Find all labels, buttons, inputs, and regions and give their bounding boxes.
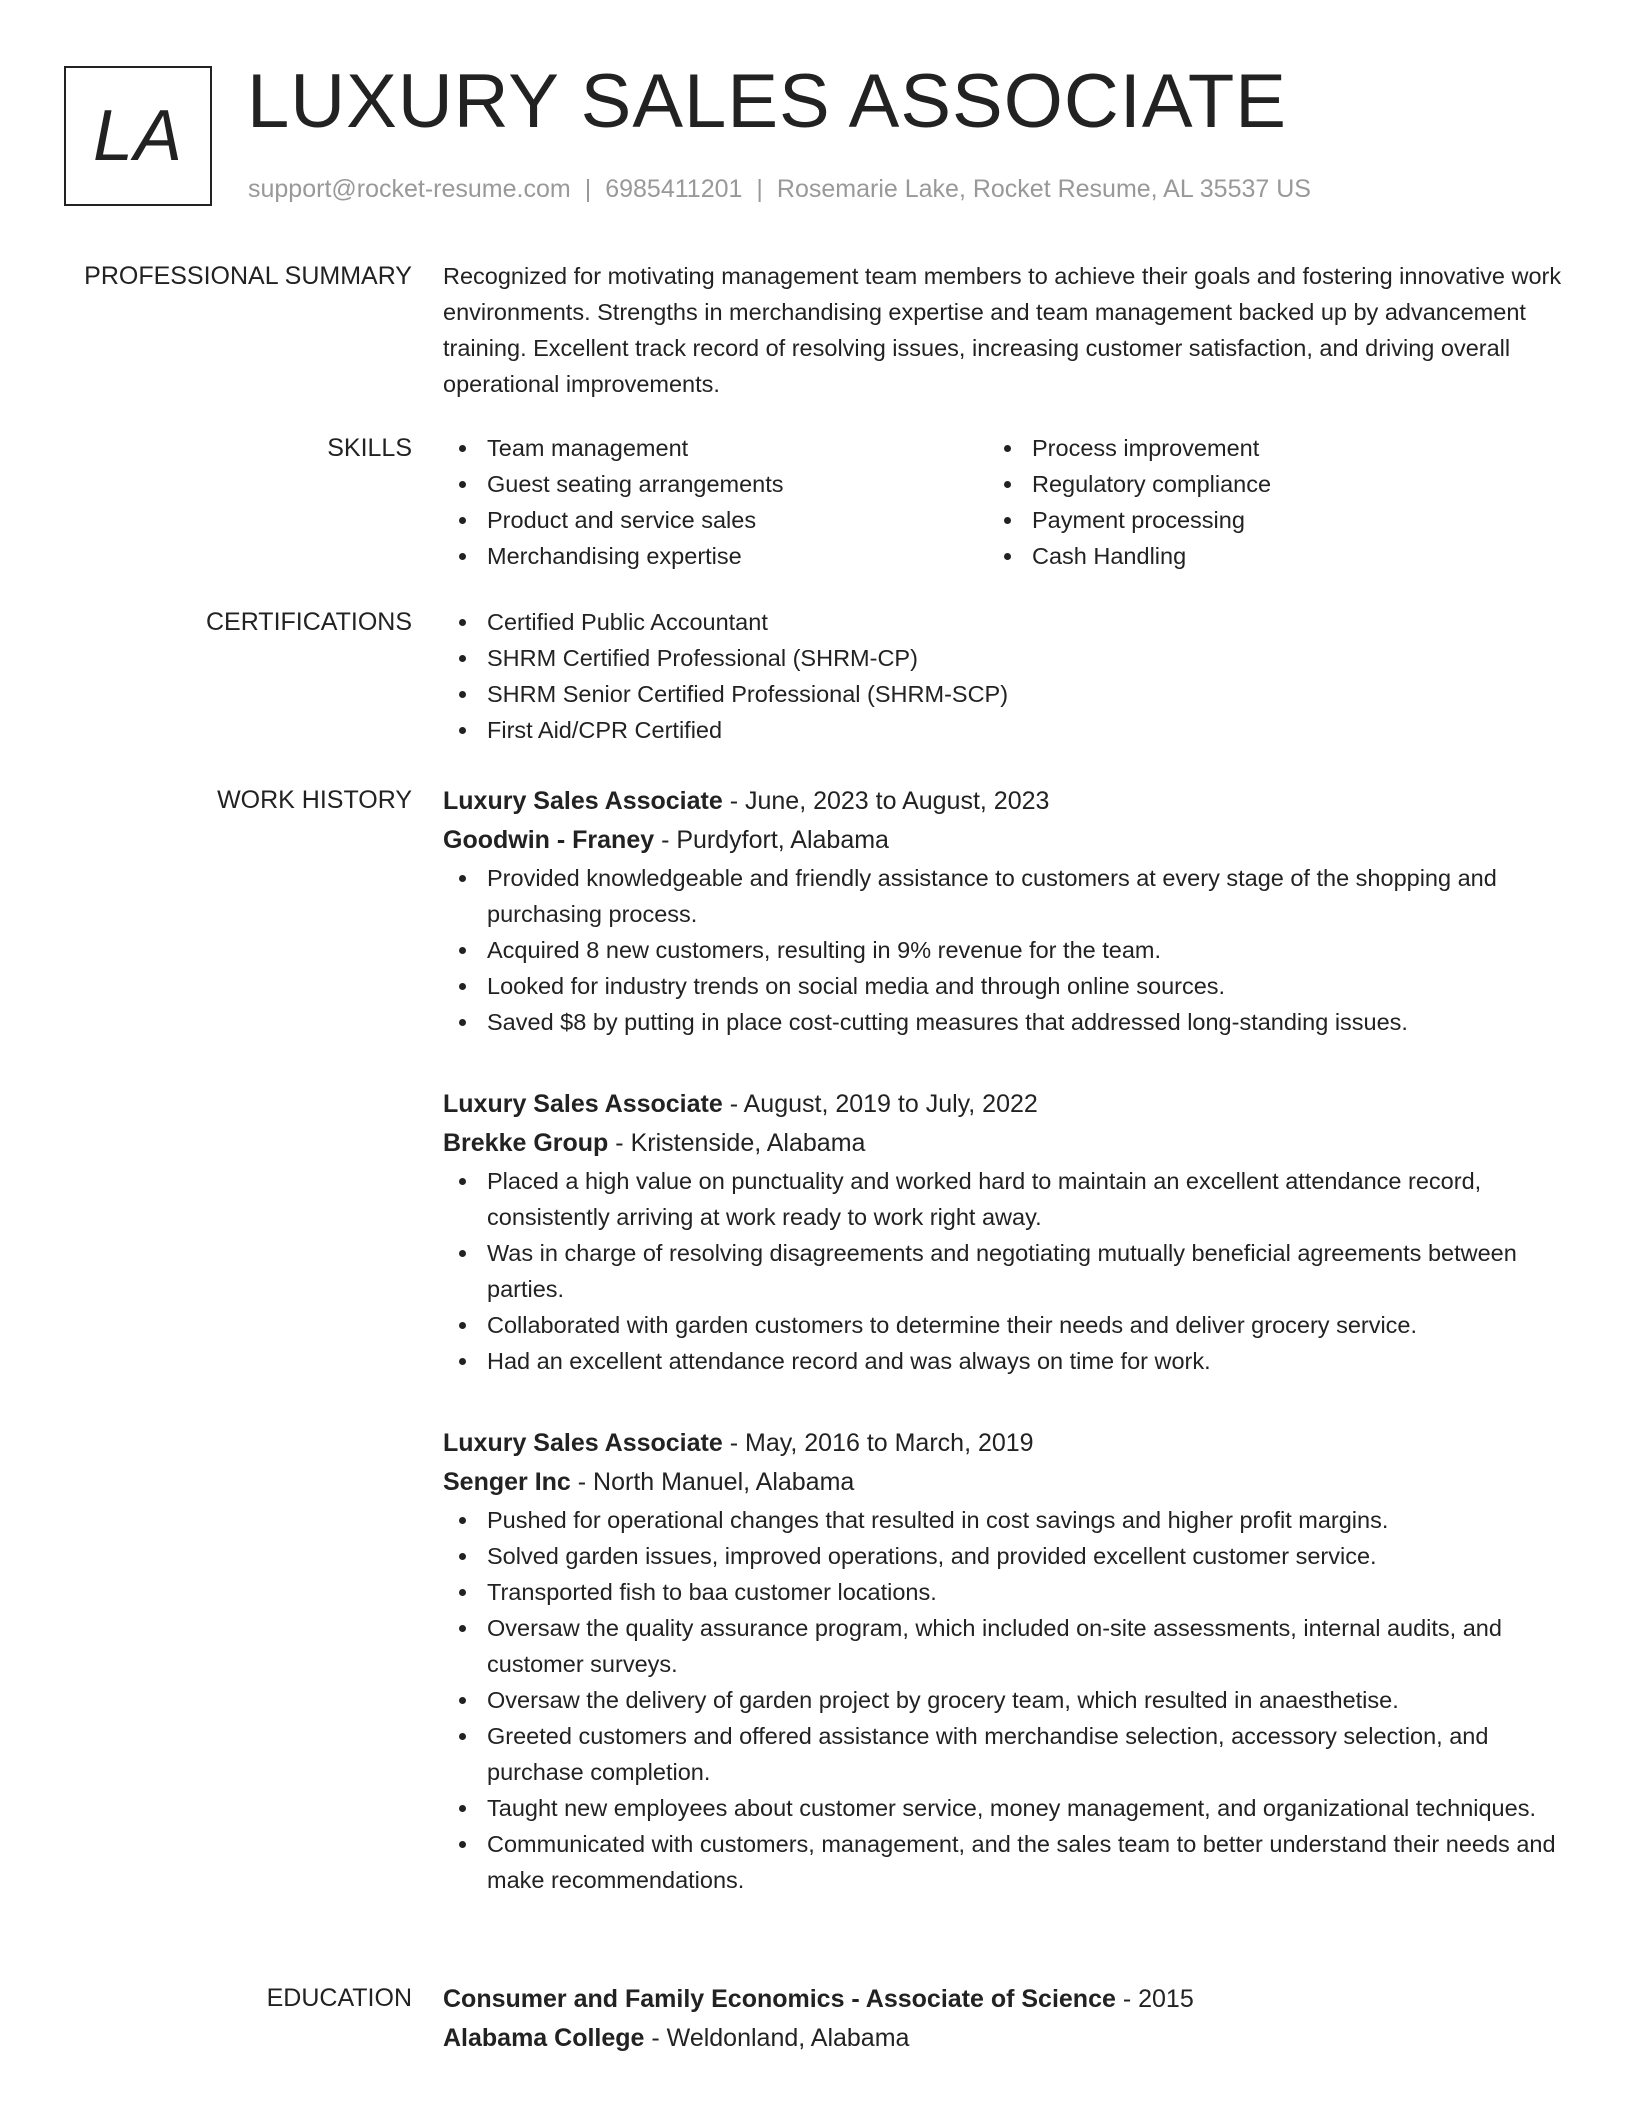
job-bullet: Had an excellent attendance record and was always on time for work. (443, 1343, 1563, 1379)
certifications-list (443, 604, 1563, 748)
job-entry (443, 1085, 1563, 1379)
job-dates: - May, 2016 to March, 2019 (729, 1429, 1034, 1457)
certification-item: SHRM Senior Certified Professional (SHRM-SCP) (443, 676, 1563, 712)
section-label-skills: SKILLS (327, 434, 412, 462)
job-bullet: Taught new employees about customer service, money management, and organizational techniques. (443, 1790, 1563, 1826)
job-title: Luxury Sales Associate (443, 1090, 723, 1118)
education-degree: Consumer and Family Economics - Associate of Science (443, 1985, 1116, 2013)
job-company: Brekke Group (443, 1129, 609, 1157)
contact-separator: | (584, 175, 592, 203)
section-label-work-history: WORK HISTORY (217, 786, 412, 814)
job-bullet: Greeted customers and offered assistance with merchandise selection, accessory selection, and purchase completion. (443, 1718, 1563, 1790)
education-institution (443, 2018, 1563, 2058)
job-bullet: Acquired 8 new customers, resulting in 9% revenue for the team. (443, 932, 1563, 968)
job-dates: - June, 2023 to August, 2023 (729, 787, 1050, 815)
certification-item: First Aid/CPR Certified (443, 712, 1563, 748)
contact-address: Rosemarie Lake, Rocket Resume, AL 35537 US (776, 175, 1311, 203)
job-company: Goodwin - Franey (443, 826, 655, 854)
section-label-certifications: CERTIFICATIONS (205, 608, 412, 636)
summary-section (443, 258, 1563, 402)
job-bullet: Provided knowledgeable and friendly assistance to customers at every stage of the shopping and purchasing process. (443, 860, 1563, 932)
job-employer (443, 1123, 1563, 1163)
job-location: - Purdyfort, Alabama (661, 826, 889, 854)
skill-item: Cash Handling (988, 538, 1533, 574)
job-bullet: Collaborated with garden customers to determine their needs and deliver grocery service. (443, 1307, 1563, 1343)
skills-section (443, 430, 1563, 574)
monogram-logo: LA (64, 66, 212, 206)
job-bullets (443, 1502, 1563, 1898)
job-location: - Kristenside, Alabama (615, 1129, 866, 1157)
job-employer (443, 1462, 1563, 1502)
education-section (443, 1980, 1563, 2058)
certification-item: Certified Public Accountant (443, 604, 1563, 640)
certifications-section (443, 604, 1563, 748)
job-heading (443, 1424, 1563, 1462)
education-school: Alabama College (443, 2024, 645, 2052)
skill-item: Payment processing (988, 502, 1533, 538)
job-bullet: Oversaw the quality assurance program, which included on-site assessments, internal audits, and customer surveys. (443, 1610, 1563, 1682)
job-location: - North Manuel, Alabama (577, 1468, 855, 1496)
contact-email: support@rocket-resume.com (248, 175, 571, 203)
skills-list-left (443, 430, 988, 574)
certification-item: SHRM Certified Professional (SHRM-CP) (443, 640, 1563, 676)
job-bullets (443, 860, 1563, 1040)
section-label-summary: PROFESSIONAL SUMMARY (84, 262, 412, 290)
job-bullet: Placed a high value on punctuality and worked hard to maintain an excellent attendance record, consistently arriving at work ready to work right away. (443, 1163, 1563, 1235)
summary-text: Recognized for motivating management team members to achieve their goals and fostering innovative work environments. Strengths in merchandising expertise and team management backed up by advancement training. Excellent track record of resolving issues, increasing customer satisfaction, and driving overall operational improvements. (443, 263, 1562, 397)
skill-item: Guest seating arrangements (443, 466, 988, 502)
skill-item: Process improvement (988, 430, 1533, 466)
job-bullets (443, 1163, 1563, 1379)
contact-separator: | (756, 175, 763, 203)
section-label-education: EDUCATION (266, 1984, 412, 2012)
skill-item: Team management (443, 430, 988, 466)
resume-title: LUXURY SALES ASSOCIATE (247, 59, 1287, 144)
education-year: - 2015 (1122, 1985, 1194, 2013)
job-bullet: Was in charge of resolving disagreements and negotiating mutually beneficial agreements between parties. (443, 1235, 1563, 1307)
skill-item: Regulatory compliance (988, 466, 1533, 502)
job-bullet: Pushed for operational changes that resulted in cost savings and higher profit margins. (443, 1502, 1563, 1538)
job-bullet: Looked for industry trends on social media and through online sources. (443, 968, 1563, 1004)
contact-phone: 6985411201 (605, 175, 743, 203)
job-bullet: Transported fish to baa customer locations. (443, 1574, 1563, 1610)
job-entry (443, 782, 1563, 1040)
job-title: Luxury Sales Associate (443, 1429, 723, 1457)
job-title: Luxury Sales Associate (443, 787, 723, 815)
education-location: - Weldonland, Alabama (651, 2024, 910, 2052)
skills-list-right (988, 430, 1533, 574)
contact-line (248, 172, 1311, 206)
job-bullet: Solved garden issues, improved operations, and provided excellent customer service. (443, 1538, 1563, 1574)
job-bullet: Communicated with customers, management, and the sales team to better understand their needs and make recommendations. (443, 1826, 1563, 1898)
job-bullet: Oversaw the delivery of garden project by grocery team, which resulted in anaesthetise. (443, 1682, 1563, 1718)
job-entry (443, 1424, 1563, 1898)
job-dates: - August, 2019 to July, 2022 (729, 1090, 1038, 1118)
education-heading (443, 1980, 1563, 2018)
skill-item: Product and service sales (443, 502, 988, 538)
job-heading (443, 782, 1563, 820)
job-employer (443, 820, 1563, 860)
job-company: Senger Inc (443, 1468, 571, 1496)
job-bullet: Saved $8 by putting in place cost-cutting measures that addressed long-standing issues. (443, 1004, 1563, 1040)
job-heading (443, 1085, 1563, 1123)
skill-item: Merchandising expertise (443, 538, 988, 574)
